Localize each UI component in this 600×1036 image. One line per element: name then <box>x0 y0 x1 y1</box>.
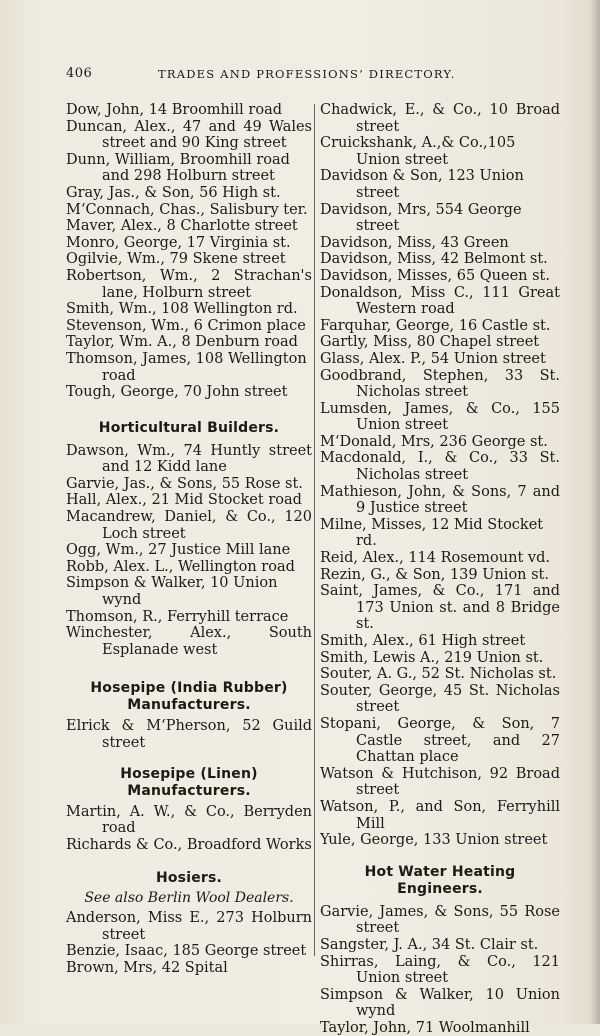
directory-entry: Davidson & Son, 123 Union street <box>320 168 524 201</box>
directory-entry: Duncan, Alex., 47 and 49 Wales street and 90 King street <box>66 118 312 152</box>
directory-entry: Rezin, G., & Son, 139 Union st. <box>320 566 549 583</box>
directory-entry: Ogilvie, Wm., 79 Skene street <box>66 251 286 268</box>
directory-entry: Goodbrand, Stephen, 33 St. Nicholas street <box>320 367 560 401</box>
directory-entry: Saint, James, & Co., 171 and 173 Union st. and 8 Bridge st. <box>320 583 560 633</box>
section-heading-hosepipe-linen: Hosepipe (Linen) Manufacturers. <box>120 765 258 799</box>
directory-entry: Dow, John, 14 Broomhill road <box>66 102 283 118</box>
directory-entry: Souter, George, 45 St. Nicholas street <box>320 682 560 716</box>
entries-group <box>66 718 312 751</box>
directory-entry: Maver, Alex., 8 Charlotte street <box>66 218 298 235</box>
running-title: TRADES AND PROFESSIONS’ DIRECTORY. <box>158 67 456 81</box>
entries-group <box>66 102 312 401</box>
left-column <box>66 102 312 976</box>
directory-entry: Lumsden, James, & Co., 155 Union street <box>320 400 560 434</box>
directory-entry: Davidson, Mrs, 554 George street <box>320 201 522 235</box>
directory-entry: Milne, Misses, 12 Mid Stocket rd. <box>320 516 544 550</box>
directory-entry: Davidson, Misses, 65 Queen st. <box>320 267 550 284</box>
page-edge-shadow <box>590 0 600 1024</box>
directory-entry: Yule, George, 133 Union street <box>320 832 548 849</box>
directory-entry: Cruickshank, A.,& Co.,105 Union street <box>320 135 516 168</box>
directory-entry: Watson, P., and Son, Ferryhill Mill <box>320 798 560 832</box>
directory-entry: Simpson & Walker, 10 Union wynd <box>66 575 278 609</box>
directory-entry: Thomson, R., Ferryhill terrace <box>66 608 289 625</box>
directory-entry: Farquhar, George, 16 Castle st. <box>320 317 551 334</box>
entries-group <box>320 102 560 849</box>
section-heading-hot-water-heating-engineers: Hot Water Heating Engineers. <box>364 863 516 897</box>
directory-entry: Robb, Alex. L., Wellington road <box>66 558 295 575</box>
section-heading-horticultural-builders: Horticultural Builders. <box>98 419 280 436</box>
entries-group <box>66 443 312 659</box>
directory-entry: Thomson, James, 108 Wellington road <box>66 350 307 384</box>
directory-entry: Mathieson, John, & Sons, 7 and 9 Justice street <box>320 483 560 517</box>
see-also-note: See also Berlin Wool Dealers. <box>84 890 294 907</box>
right-column <box>320 102 560 1036</box>
directory-entry: Richards & Co., Broadford Works <box>66 836 312 853</box>
directory-entry: Brown, Mrs, 42 Spital <box>66 959 228 976</box>
directory-entry: Taylor, John, 71 Woolmanhill <box>320 1019 530 1036</box>
directory-entry: Stevenson, Wm., 6 Crimon place <box>66 317 306 334</box>
directory-entry: Simpson & Walker, 10 Union wynd <box>320 986 560 1020</box>
directory-entry: Donaldson, Miss C., 111 Great Western road <box>320 284 560 318</box>
directory-entry: M‘Connach, Chas., Salisbury ter. <box>66 201 308 218</box>
directory-entry: Taylor, Wm. A., 8 Denburn road <box>66 334 298 351</box>
directory-entry: Smith, Alex., 61 High street <box>320 633 526 649</box>
column-divider <box>314 104 315 956</box>
directory-entry: Elrick & M‘Pherson, 52 Guild street <box>66 718 312 751</box>
directory-entry: Gartly, Miss, 80 Chapel street <box>320 334 540 351</box>
directory-entry: Dunn, William, Broomhill road and 298 Holburn street <box>66 151 290 185</box>
directory-entry: Macandrew, Daniel, & Co., 120 Loch street <box>66 509 312 542</box>
entries-group <box>66 804 312 854</box>
directory-entry: Garvie, James, & Sons, 55 Rose street <box>320 903 560 937</box>
directory-entry: Ogg, Wm., 27 Justice Mill lane <box>66 542 291 559</box>
directory-entry: Benzie, Isaac, 185 George street <box>66 943 307 960</box>
directory-entry: M‘Donald, Mrs, 236 George st. <box>320 433 548 450</box>
directory-entry: Hall, Alex., 21 Mid Stocket road <box>66 492 302 509</box>
directory-entry: Smith, Lewis A., 219 Union st. <box>320 649 544 666</box>
directory-entry: Chadwick, E., & Co., 10 Broad street <box>320 102 560 135</box>
directory-entry: Monro, George, 17 Virginia st. <box>66 234 291 251</box>
directory-entry: Shirras, Laing, & Co., 121 Union street <box>320 953 560 987</box>
directory-entry: Anderson, Miss E., 273 Holburn street <box>66 909 312 943</box>
directory-entry: Macdonald, I., & Co., 33 St. Nicholas street <box>320 450 560 484</box>
directory-entry: Souter, A. G., 52 St. Nicholas st. <box>320 666 557 683</box>
section-heading-hosiers: Hosiers. <box>155 870 223 887</box>
directory-entry: Davidson, Miss, 42 Belmont st. <box>320 251 548 268</box>
directory-entry: Winchester, Alex., South Esplanade west <box>66 625 312 658</box>
directory-entry: Reid, Alex., 114 Rosemount vd. <box>320 550 550 567</box>
section-heading-hosepipe-india-rubber: Hosepipe (India Rubber) Manufacturers. <box>90 680 288 714</box>
directory-entry: Dawson, Wm., 74 Huntly street and 12 Kidd lane <box>66 442 312 476</box>
directory-entry: Stopani, George, & Son, 7 Castle street, and 27 Chattan place <box>320 715 560 766</box>
directory-entry: Robertson, Wm., 2 Strachan's lane, Holburn street <box>66 267 312 301</box>
directory-entry: Tough, George, 70 John street <box>66 384 288 401</box>
directory-entry: Sangster, J. A., 34 St. Clair st. <box>320 936 539 953</box>
entries-group <box>66 910 312 976</box>
directory-entry: Gray, Jas., & Son, 56 High st. <box>66 184 281 201</box>
directory-entry: Davidson, Miss, 43 Green <box>320 234 509 251</box>
directory-entry: Smith, Wm., 108 Wellington rd. <box>66 301 298 318</box>
directory-entry: Garvie, Jas., & Sons, 55 Rose st. <box>66 475 303 492</box>
directory-entry: Martin, A. W., & Co., Berryden road <box>66 803 312 837</box>
page-number: 406 <box>66 66 93 81</box>
directory-entry: Glass, Alex. P., 54 Union street <box>320 350 546 367</box>
entries-group <box>320 904 560 1036</box>
directory-entry: Watson & Hutchison, 92 Broad street <box>320 765 560 799</box>
